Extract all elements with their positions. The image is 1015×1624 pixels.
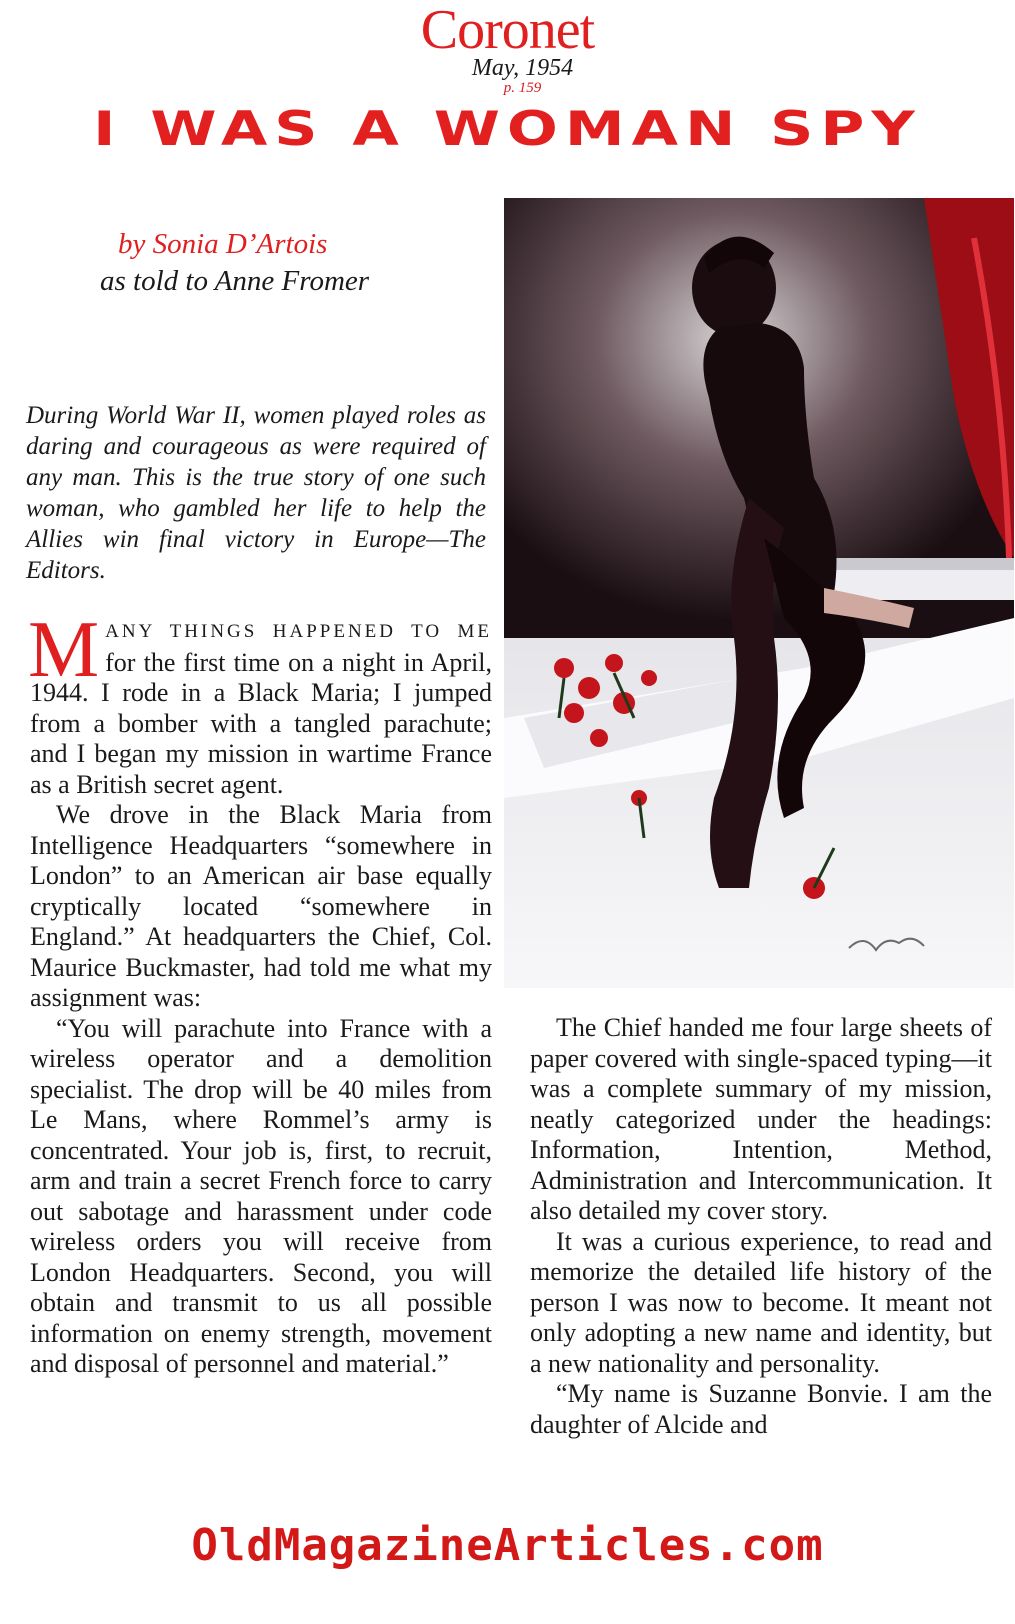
body-paragraph: “My name is Suzanne Bonvie. I am the daughter of Alcide and [530,1379,992,1439]
body-paragraph: We drove in the Black Maria from Intelligence Headquarters “somewhere in London” to an American air base equally cryptically located “somewhere in England.” At headquarters the Chief, Col. Maurice Buckmaster, had told me what my assignment was: [30,800,492,1012]
magazine-name: Coronet [420,0,595,61]
body-paragraph: The Chief handed me four large sheets of paper covered with single-spaced typing—it was a complete summary of my mission, neatly categorized under the headings: Information, Intention, Method, Administration and Intercommunication. It also detailed my cover story. [530,1013,992,1225]
article-headline: I WAS A WOMAN SPY [93,102,922,157]
opening-smallcaps: ANY THINGS HAPPENED TO ME [105,621,492,642]
as-told-to-line: as told to Anne Fromer [100,265,370,297]
article-column-right [530,1013,992,1440]
editors-intro: During World War II, women played roles as daring and courageous as were required of any man. This is the true story of one such woman, who gambled her life to help the Allies win final victory in Europe—The Editors. [26,402,486,584]
page-reference: p. 159 [503,80,542,96]
article-column-left [28,606,492,1380]
masthead [0,0,1015,97]
opening-paragraph [28,606,492,800]
opening-text: for the first time on a night in April, 1944. I rode in a Black Maria; I jumped from a bomber with a tangled parachute; and I began my mission in wartime France as a British secret agent. [30,647,492,799]
drop-cap: M [28,606,100,694]
issue-date: May, 1954 [471,55,574,81]
body-paragraph: It was a curious experience, to read and memorize the detailed life history of the person I was now to become. It meant not only adopting a new name and identity, but a new nationality and personality. [530,1226,992,1378]
article-illustration [504,198,1014,988]
author-byline: by Sonia D’Artois [118,228,328,260]
site-watermark: OldMagazineArticles.com [191,1520,824,1571]
illustration-graphic [504,198,1014,988]
body-paragraph: “You will parachute into France with a wireless operator and a demolition specialist. The drop will be 40 miles from Le Mans, where Rommel’s army is concentrated. Your job is, first, to recruit, arm and train a secret French force to carry out sabotage and harassment under code wireless orders you will receive from London Headquarters. Second, you will obtain and transmit to us all possible information on enemy strength, movement and disposal of personnel and material.” [30,1013,492,1378]
